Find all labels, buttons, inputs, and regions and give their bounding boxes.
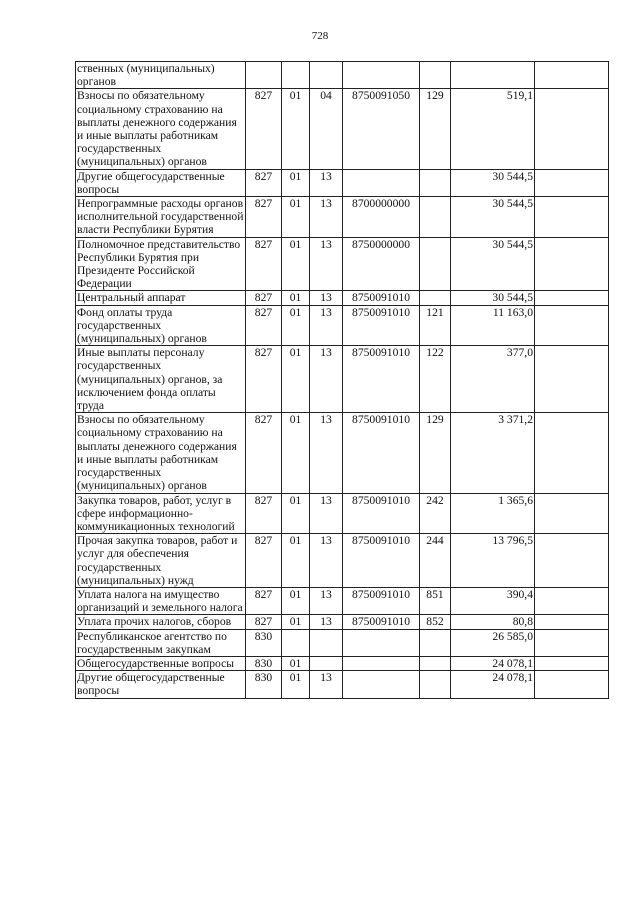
cell-article-code xyxy=(343,169,420,196)
cell-expense-type-code xyxy=(420,291,451,305)
cell-expense-type-code: 122 xyxy=(420,346,451,413)
cell-subsection-code: 13 xyxy=(310,169,343,196)
cell-amount: 26 585,0 xyxy=(451,629,535,656)
cell-ministry-code: 830 xyxy=(246,629,282,656)
cell-article-code: 8750091010 xyxy=(343,305,420,346)
cell-amount: 30 544,5 xyxy=(451,169,535,196)
cell-subsection-code: 04 xyxy=(310,89,343,169)
cell-section-code: 01 xyxy=(282,534,310,588)
cell-empty xyxy=(535,615,609,629)
cell-empty xyxy=(535,62,609,89)
page-number: 728 xyxy=(311,30,329,42)
cell-section-code: 01 xyxy=(282,656,310,670)
cell-article-code: 8750091010 xyxy=(343,346,420,413)
cell-ministry-code: 827 xyxy=(246,493,282,534)
cell-name: Другие общегосударственные вопросы xyxy=(76,671,246,698)
cell-ministry-code: 827 xyxy=(246,237,282,291)
cell-empty xyxy=(535,89,609,169)
cell-subsection-code xyxy=(310,629,343,656)
table-row xyxy=(76,291,609,305)
cell-expense-type-code xyxy=(420,629,451,656)
cell-expense-type-code: 242 xyxy=(420,493,451,534)
table-row xyxy=(76,197,609,238)
cell-ministry-code: 827 xyxy=(246,413,282,493)
table-row xyxy=(76,587,609,614)
cell-article-code: 8750091010 xyxy=(343,534,420,588)
cell-article-code: 8750091050 xyxy=(343,89,420,169)
cell-empty xyxy=(535,197,609,238)
cell-empty xyxy=(535,291,609,305)
cell-expense-type-code: 852 xyxy=(420,615,451,629)
cell-amount: 80,8 xyxy=(451,615,535,629)
cell-empty xyxy=(535,237,609,291)
cell-subsection-code: 13 xyxy=(310,534,343,588)
cell-expense-type-code: 121 xyxy=(420,305,451,346)
cell-amount: 377,0 xyxy=(451,346,535,413)
cell-name: Закупка товаров, работ, услуг в сфере информационно-коммуникационных технологий xyxy=(76,493,246,534)
cell-amount: 3 371,2 xyxy=(451,413,535,493)
cell-name: Полномочное представительство Республики Бурятия при Президенте Российской Федерации xyxy=(76,237,246,291)
cell-subsection-code: 13 xyxy=(310,671,343,698)
cell-empty xyxy=(535,413,609,493)
cell-subsection-code: 13 xyxy=(310,346,343,413)
cell-expense-type-code: 851 xyxy=(420,587,451,614)
table-row xyxy=(76,346,609,413)
cell-name: Взносы по обязательному социальному страхованию на выплаты денежного содержания и иные выплаты работникам государственных (муниципальных) органов xyxy=(76,413,246,493)
cell-name: ственных (муниципальных) органов xyxy=(76,62,246,89)
cell-article-code: 8750091010 xyxy=(343,493,420,534)
cell-empty xyxy=(535,587,609,614)
cell-name: Взносы по обязательному социальному страхованию на выплаты денежного содержания и иные выплаты работникам государственных (муниципальных) органов xyxy=(76,89,246,169)
cell-subsection-code xyxy=(310,62,343,89)
cell-section-code: 01 xyxy=(282,237,310,291)
cell-article-code: 8750000000 xyxy=(343,237,420,291)
table-row xyxy=(76,89,609,169)
cell-section-code xyxy=(282,62,310,89)
cell-article-code: 8750091010 xyxy=(343,587,420,614)
cell-subsection-code: 13 xyxy=(310,197,343,238)
cell-section-code: 01 xyxy=(282,197,310,238)
table-row xyxy=(76,493,609,534)
cell-subsection-code: 13 xyxy=(310,237,343,291)
budget-table-body xyxy=(76,62,609,699)
cell-empty xyxy=(535,671,609,698)
cell-amount: 11 163,0 xyxy=(451,305,535,346)
cell-section-code: 01 xyxy=(282,615,310,629)
cell-subsection-code: 13 xyxy=(310,587,343,614)
cell-name: Уплата налога на имущество организаций и земельного налога xyxy=(76,587,246,614)
cell-name: Центральный аппарат xyxy=(76,291,246,305)
cell-section-code: 01 xyxy=(282,89,310,169)
cell-section-code: 01 xyxy=(282,493,310,534)
cell-amount: 24 078,1 xyxy=(451,671,535,698)
cell-expense-type-code: 244 xyxy=(420,534,451,588)
cell-amount: 13 796,5 xyxy=(451,534,535,588)
cell-amount: 1 365,6 xyxy=(451,493,535,534)
cell-empty xyxy=(535,629,609,656)
cell-amount: 24 078,1 xyxy=(451,656,535,670)
cell-ministry-code: 827 xyxy=(246,197,282,238)
cell-amount: 30 544,5 xyxy=(451,237,535,291)
cell-ministry-code: 827 xyxy=(246,169,282,196)
cell-article-code xyxy=(343,656,420,670)
cell-article-code: 8750091010 xyxy=(343,413,420,493)
table-row xyxy=(76,62,609,89)
cell-name: Другие общегосударственные вопросы xyxy=(76,169,246,196)
cell-amount: 30 544,5 xyxy=(451,197,535,238)
table-row xyxy=(76,413,609,493)
cell-name: Уплата прочих налогов, сборов xyxy=(76,615,246,629)
cell-name: Общегосударственные вопросы xyxy=(76,656,246,670)
cell-empty xyxy=(535,534,609,588)
cell-subsection-code: 13 xyxy=(310,305,343,346)
table-row xyxy=(76,169,609,196)
table-row xyxy=(76,629,609,656)
cell-ministry-code: 830 xyxy=(246,671,282,698)
cell-name: Непрограммные расходы органов исполнительной государственной власти Республики Бурятия xyxy=(76,197,246,238)
cell-amount: 30 544,5 xyxy=(451,291,535,305)
table-row xyxy=(76,534,609,588)
cell-article-code: 8700000000 xyxy=(343,197,420,238)
cell-amount xyxy=(451,62,535,89)
cell-section-code: 01 xyxy=(282,305,310,346)
cell-empty xyxy=(535,346,609,413)
cell-empty xyxy=(535,493,609,534)
cell-ministry-code: 827 xyxy=(246,291,282,305)
cell-ministry-code: 827 xyxy=(246,534,282,588)
cell-subsection-code xyxy=(310,656,343,670)
budget-table xyxy=(75,61,609,699)
cell-name: Иные выплаты персоналу государственных (муниципальных) органов, за исключением фонда оплаты труда xyxy=(76,346,246,413)
cell-expense-type-code: 129 xyxy=(420,89,451,169)
cell-expense-type-code xyxy=(420,671,451,698)
table-row xyxy=(76,656,609,670)
cell-section-code: 01 xyxy=(282,346,310,413)
cell-expense-type-code: 129 xyxy=(420,413,451,493)
cell-article-code xyxy=(343,62,420,89)
cell-name: Республиканское агентство по государственным закупкам xyxy=(76,629,246,656)
cell-subsection-code: 13 xyxy=(310,493,343,534)
cell-empty xyxy=(535,305,609,346)
cell-section-code: 01 xyxy=(282,291,310,305)
cell-article-code: 8750091010 xyxy=(343,615,420,629)
cell-amount: 519,1 xyxy=(451,89,535,169)
cell-subsection-code: 13 xyxy=(310,291,343,305)
cell-article-code: 8750091010 xyxy=(343,291,420,305)
table-row xyxy=(76,237,609,291)
cell-section-code: 01 xyxy=(282,413,310,493)
cell-name: Фонд оплаты труда государственных (муниципальных) органов xyxy=(76,305,246,346)
cell-article-code xyxy=(343,671,420,698)
cell-expense-type-code xyxy=(420,169,451,196)
cell-section-code: 01 xyxy=(282,169,310,196)
table-row xyxy=(76,615,609,629)
cell-article-code xyxy=(343,629,420,656)
cell-empty xyxy=(535,169,609,196)
cell-empty xyxy=(535,656,609,670)
cell-amount: 390,4 xyxy=(451,587,535,614)
cell-ministry-code xyxy=(246,62,282,89)
cell-ministry-code: 827 xyxy=(246,305,282,346)
cell-expense-type-code xyxy=(420,656,451,670)
cell-ministry-code: 827 xyxy=(246,587,282,614)
cell-subsection-code: 13 xyxy=(310,413,343,493)
cell-subsection-code: 13 xyxy=(310,615,343,629)
cell-ministry-code: 830 xyxy=(246,656,282,670)
cell-ministry-code: 827 xyxy=(246,89,282,169)
table-row xyxy=(76,671,609,698)
cell-name: Прочая закупка товаров, работ и услуг для обеспечения государственных (муниципальных) нужд xyxy=(76,534,246,588)
cell-expense-type-code xyxy=(420,237,451,291)
cell-section-code: 01 xyxy=(282,587,310,614)
cell-expense-type-code xyxy=(420,197,451,238)
cell-ministry-code: 827 xyxy=(246,346,282,413)
cell-expense-type-code xyxy=(420,62,451,89)
table-row xyxy=(76,305,609,346)
cell-section-code: 01 xyxy=(282,671,310,698)
cell-section-code xyxy=(282,629,310,656)
cell-ministry-code: 827 xyxy=(246,615,282,629)
